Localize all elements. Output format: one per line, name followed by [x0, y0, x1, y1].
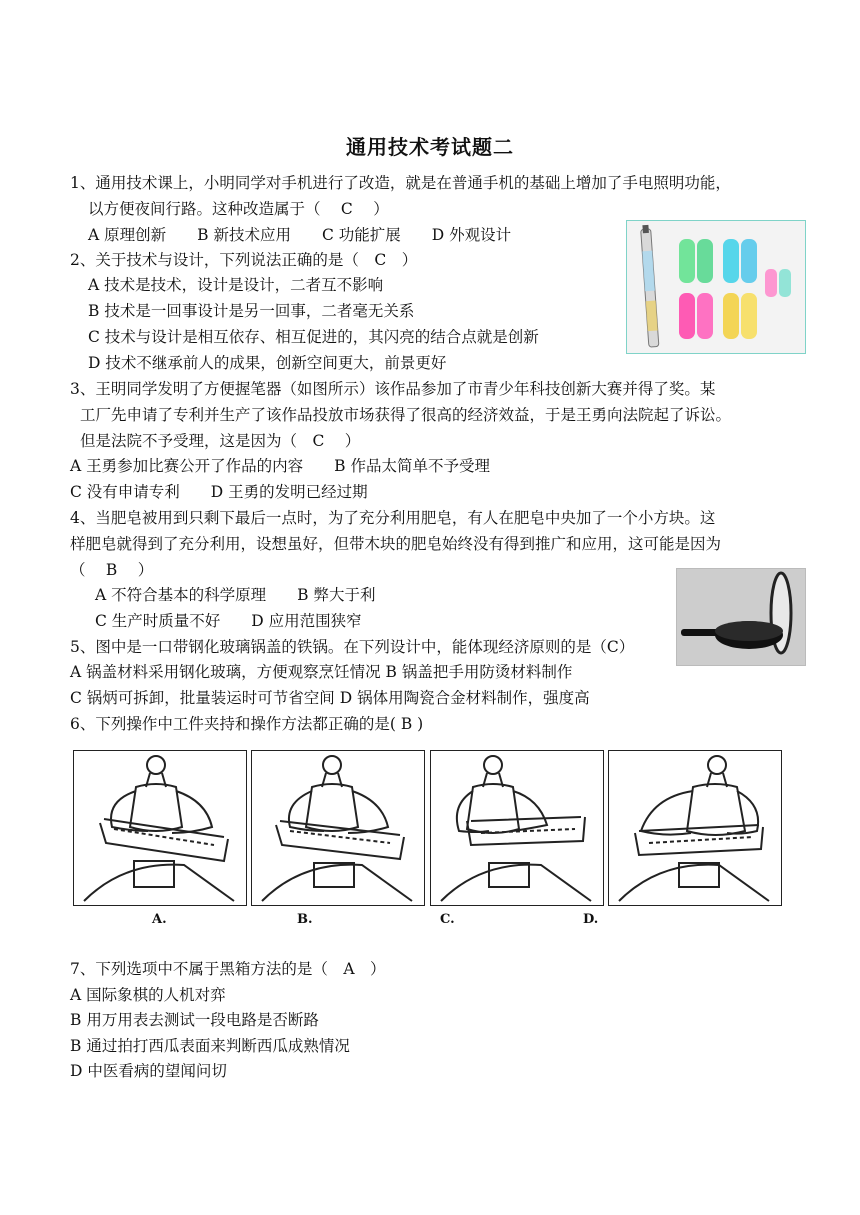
panel-label-d: D. [583, 912, 599, 927]
q3-stem-3: 但是法院不予受理，这是因为（ C ） [80, 432, 361, 450]
q2-stem: 2、关于技术与设计，下列说法正确的是（ C ） [70, 251, 418, 269]
operation-panel-a [73, 750, 247, 906]
q3-options-ab: A 王勇参加比赛公开了作品的内容 B 作品太简单不予受理 [70, 457, 490, 475]
q3-options-cd: C 没有申请专利 D 王勇的发明已经过期 [70, 483, 368, 501]
page-title: 通用技术考试题二 [346, 135, 514, 159]
q2-option-b: B 技术是一回事设计是另一回事，二者毫无关系 [88, 302, 415, 320]
q2-option-d: D 技术不继承前人的成果，创新空间更大，前景更好 [88, 354, 447, 372]
q7-option-b: B 用万用表去测试一段电路是否断路 [70, 1011, 319, 1029]
pen-grip-photo [626, 220, 806, 354]
operation-panel-c [430, 750, 604, 906]
q3-stem-2: 工厂先申请了专利并生产了该作品投放市场获得了很高的经济效益，于是王勇向法院起了诉讼。 [80, 406, 732, 424]
q1-stem-2: 以方便夜间行路。这种改造属于（ C ） [88, 200, 389, 218]
q4-options-cd: C 生产时质量不好 D 应用范围狭窄 [95, 612, 362, 630]
q4-options-ab: A 不符合基本的科学原理 B 弊大于利 [95, 586, 376, 604]
operation-panel-b [251, 750, 425, 906]
panel-label-a: A. [152, 912, 167, 927]
q3-stem-1: 3、王明同学发明了方便握笔器（如图所示）该作品参加了市青少年科技创新大赛并得了奖。某 [70, 380, 716, 398]
q6-stem: 6、下列操作中工件夹持和操作方法都正确的是( B ) [70, 715, 424, 733]
q4-stem-1: 4、当肥皂被用到只剩下最后一点时，为了充分利用肥皂，有人在肥皂中央加了一个小方块。这 [70, 509, 716, 527]
q4-stem-3: （ B ） [70, 561, 154, 579]
q7-option-d: D 中医看病的望闻问切 [70, 1062, 227, 1080]
q5-options-ab: A 锅盖材料采用钢化玻璃，方便观察烹饪情况 B 锅盖把手用防烫材料制作 [70, 663, 573, 681]
q2-option-c: C 技术与设计是相互依存、相互促进的，其闪亮的结合点就是创新 [88, 328, 539, 346]
q1-options: A 原理创新 B 新技术应用 C 功能扩展 D 外观设计 [88, 226, 512, 244]
operation-panel-d [608, 750, 782, 906]
q5-options-cd: C 锅炳可拆卸，批量装运时可节省空间 D 锅体用陶瓷合金材料制作，强度高 [70, 689, 590, 707]
panel-label-c: C. [440, 912, 455, 927]
panel-label-b: B. [297, 912, 313, 927]
q1-stem-1: 1、通用技术课上，小明同学对手机进行了改造，就是在普通手机的基础上增加了手电照明功能， [70, 174, 731, 192]
q7-stem: 7、下列选项中不属于黑箱方法的是（ A ） [70, 960, 386, 978]
q4-stem-2: 样肥皂就得到了充分利用，设想虽好，但带木块的肥皂始终没有得到推广和应用，这可能是因为 [70, 535, 722, 553]
q2-option-a: A 技术是技术，设计是设计，二者互不影响 [88, 276, 384, 294]
q5-stem: 5、图中是一口带钢化玻璃锅盖的铁锅。在下列设计中，能体现经济原则的是（C） [70, 638, 635, 656]
q7-option-b2: B 通过拍打西瓜表面来判断西瓜成熟情况 [70, 1037, 350, 1055]
q7-option-a: A 国际象棋的人机对弈 [70, 986, 226, 1004]
frying-pan-photo [676, 568, 806, 666]
